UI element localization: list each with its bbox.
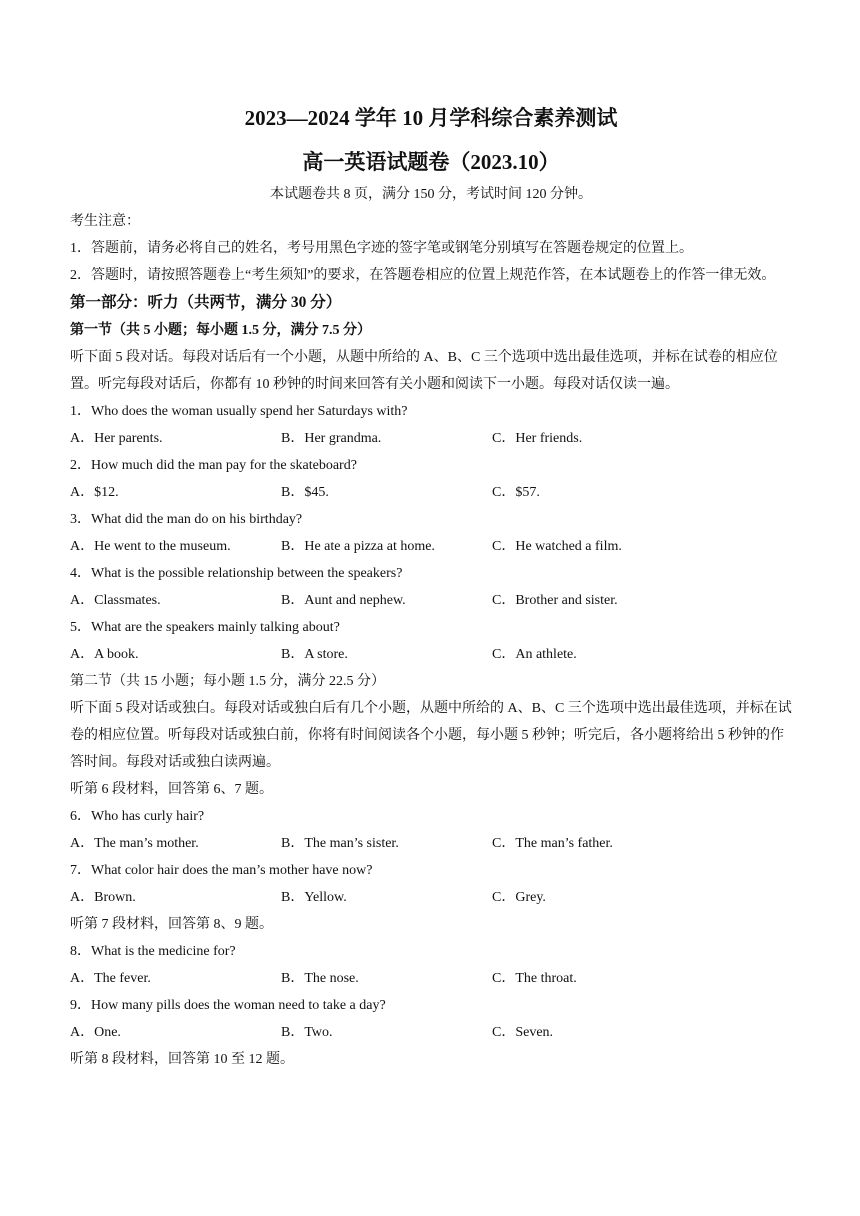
option-c: C．He watched a film. — [492, 539, 622, 554]
part1-heading: 第一部分：听力（共两节，满分 30 分） — [70, 294, 342, 311]
option-a: A．$12. — [70, 485, 119, 500]
option-a: A．One. — [70, 1025, 121, 1040]
option-b: B．A store. — [281, 647, 348, 662]
section2-heading: 第二节（共 15 小题；每小题 1.5 分，满分 22.5 分） — [70, 674, 385, 689]
exam-title: 2023—2024 学年 10 月学科综合素养测试 — [244, 106, 618, 130]
question-2: 2．How much did the man pay for the skateboard? — [70, 458, 357, 473]
options-2 — [70, 479, 792, 506]
question-3: 3．What did the man do on his birthday? — [70, 512, 303, 527]
option-c: C．Her friends. — [492, 431, 583, 446]
option-a: A．A book. — [70, 647, 139, 662]
option-b: B．Aunt and nephew. — [281, 593, 406, 608]
option-b: B．He ate a pizza at home. — [281, 539, 435, 554]
options-9 — [70, 1019, 792, 1046]
section2-instructions: 听下面 5 段对话或独白。每段对话或独白后有几个小题，从题中所给的 A、B、C 三个选项中选出最佳选项，并标在试卷的相应位置。听每段对话或独白前，你将有时间阅读各个小题，每小题 5 秒钟；听完后，各小题将给出 5 秒钟的作答时间。每段对话或独白读两遍。 — [70, 701, 792, 770]
section1-heading: 第一节（共 5 小题；每小题 1.5 分，满分 7.5 分） — [70, 323, 371, 338]
options-5 — [70, 641, 792, 668]
option-a: A．He went to the museum. — [70, 539, 231, 554]
option-a: A．The fever. — [70, 971, 151, 986]
group-6-heading: 听第 6 段材料，回答第 6、7 题。 — [70, 782, 273, 797]
option-b: B．The nose. — [281, 971, 359, 986]
exam-subtitle: 高一英语试题卷（2023.10） — [302, 150, 560, 174]
group-7-heading: 听第 7 段材料，回答第 8、9 题。 — [70, 917, 273, 932]
options-4 — [70, 587, 792, 614]
option-b: B．$45. — [281, 485, 329, 500]
question-7: 7．What color hair does the man’s mother have now? — [70, 863, 373, 878]
option-c: C．The man’s father. — [492, 836, 613, 851]
option-c: C．Seven. — [492, 1025, 554, 1040]
option-a: A．Her parents. — [70, 431, 163, 446]
exam-page — [70, 98, 792, 1073]
question-1: 1．Who does the woman usually spend her Saturdays with? — [70, 404, 408, 419]
option-c: C．$57. — [492, 485, 540, 500]
notice-item: 1．答题前，请务必将自己的姓名，考号用黑色字迹的签字笔或钢笔分别填写在答题卷规定的位置上。 — [70, 241, 693, 256]
question-9: 9．How many pills does the woman need to take a day? — [70, 998, 386, 1013]
option-c: C．Brother and sister. — [492, 593, 618, 608]
options-1 — [70, 425, 792, 452]
options-6 — [70, 830, 792, 857]
option-b: B．Yellow. — [281, 890, 347, 905]
option-a: A．The man’s mother. — [70, 836, 199, 851]
exam-info: 本试题卷共 8 页，满分 150 分，考试时间 120 分钟。 — [270, 187, 592, 202]
options-3 — [70, 533, 792, 560]
question-5: 5．What are the speakers mainly talking about? — [70, 620, 340, 635]
options-7 — [70, 884, 792, 911]
option-c: C．An athlete. — [492, 647, 577, 662]
question-8: 8．What is the medicine for? — [70, 944, 236, 959]
option-b: B．The man’s sister. — [281, 836, 399, 851]
option-a: A．Classmates. — [70, 593, 161, 608]
option-c: C．Grey. — [492, 890, 546, 905]
option-b: B．Her grandma. — [281, 431, 382, 446]
notice-item: 2．答题时，请按照答题卷上“考生须知”的要求，在答题卷相应的位置上规范作答，在本试题卷上的作答一律无效。 — [70, 268, 776, 283]
option-c: C．The throat. — [492, 971, 577, 986]
option-b: B．Two. — [281, 1025, 333, 1040]
question-6: 6．Who has curly hair? — [70, 809, 205, 824]
section1-instructions: 听下面 5 段对话。每段对话后有一个小题，从题中所给的 A、B、C 三个选项中选出最佳选项，并标在试卷的相应位置。听完每段对话后，你都有 10 秒钟的时间来回答有关小题和阅读下一小题。每段对话仅读一遍。 — [70, 350, 778, 392]
option-a: A．Brown. — [70, 890, 136, 905]
group-8-heading: 听第 8 段材料，回答第 10 至 12 题。 — [70, 1052, 294, 1067]
question-4: 4．What is the possible relationship between the speakers? — [70, 566, 403, 581]
notice-heading: 考生注意： — [70, 214, 140, 229]
options-8 — [70, 965, 792, 992]
